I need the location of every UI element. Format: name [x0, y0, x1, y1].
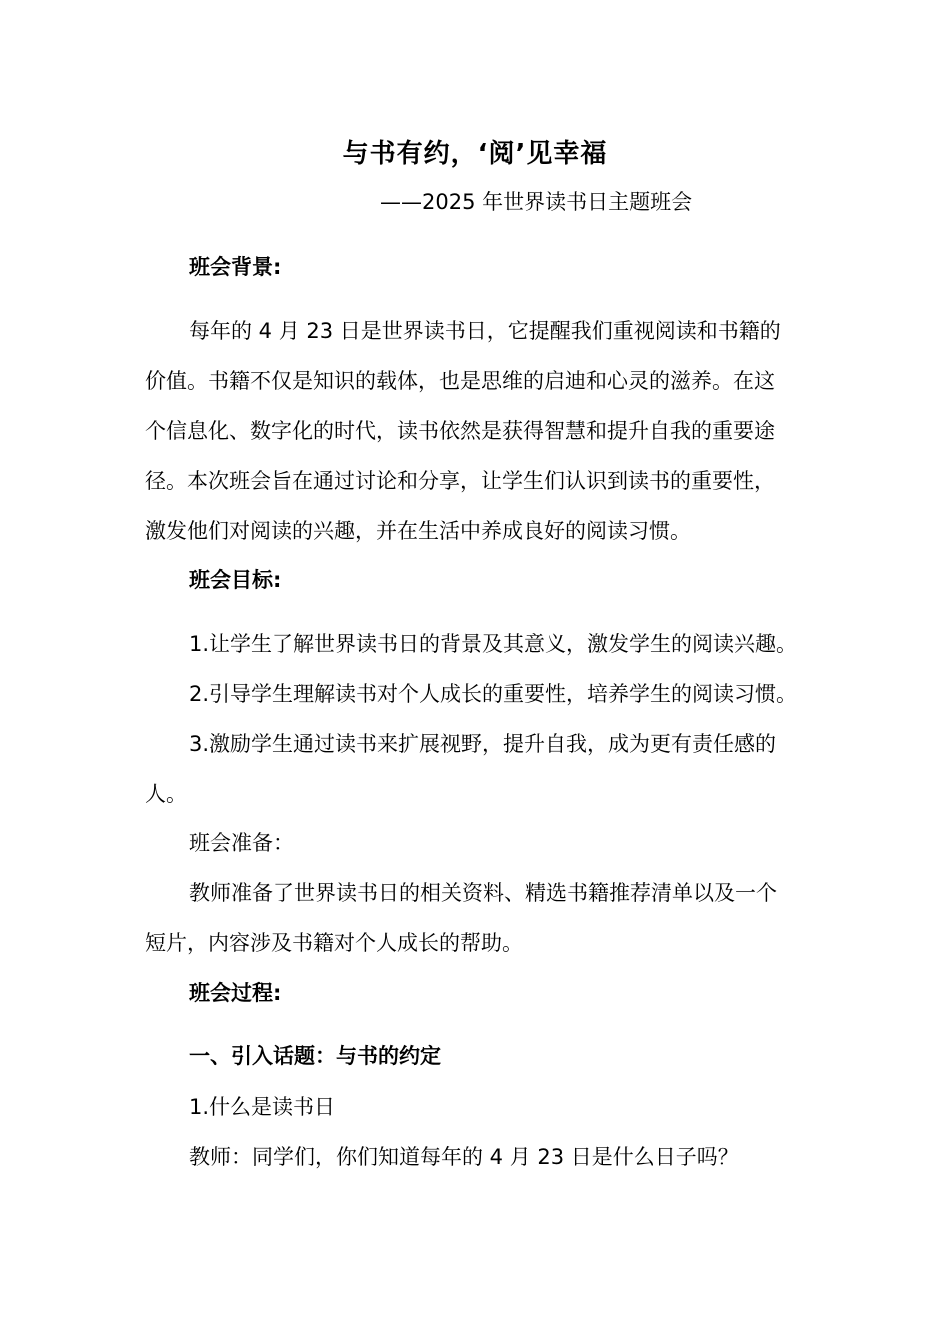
background-paragraph-line: 价值。书籍不仅是知识的载体，也是思维的启迪和心灵的滋养。在这: [145, 369, 775, 393]
background-paragraph-line: 每年的 4 月 23 日是世界读书日，它提醒我们重视阅读和书籍的: [189, 319, 781, 343]
preparation-paragraph-line: 短片，内容涉及书籍对个人成长的帮助。: [145, 931, 523, 955]
section-heading: 一、引入话题：与书的约定: [189, 1044, 441, 1068]
preparation-paragraph-line: 教师准备了世界读书日的相关资料、精选书籍推荐清单以及一个: [189, 881, 777, 905]
document-subtitle: ——2025 年世界读书日主题班会: [380, 190, 693, 214]
background-heading: 班会背景:: [189, 255, 282, 279]
document-title: 与书有约，‘阅’见幸福: [342, 139, 608, 169]
goal-item: 1.让学生了解世界读书日的背景及其意义，激发学生的阅读兴趣。: [189, 632, 798, 656]
teacher-dialogue-line: 教师：同学们，你们知道每年的 4 月 23 日是什么日子吗？: [189, 1145, 739, 1169]
background-paragraph-line: 个信息化、数字化的时代，读书依然是获得智慧和提升自我的重要途: [145, 419, 775, 443]
goal-item: 2.引导学生理解读书对个人成长的重要性，培养学生的阅读习惯。: [189, 682, 798, 706]
background-paragraph-line: 激发他们对阅读的兴趣，并在生活中养成良好的阅读习惯。: [145, 519, 691, 543]
preparation-heading: 班会准备：: [189, 831, 294, 855]
goal-item: 3.激励学生通过读书来扩展视野，提升自我，成为更有责任感的: [189, 732, 777, 756]
goal-item-continuation: 人。: [145, 782, 187, 806]
subsection-item: 1.什么是读书日: [189, 1095, 336, 1119]
background-paragraph-line: 径。本次班会旨在通过讨论和分享，让学生们认识到读书的重要性，: [145, 469, 775, 493]
process-heading: 班会过程:: [189, 981, 282, 1005]
goals-heading: 班会目标:: [189, 568, 282, 592]
